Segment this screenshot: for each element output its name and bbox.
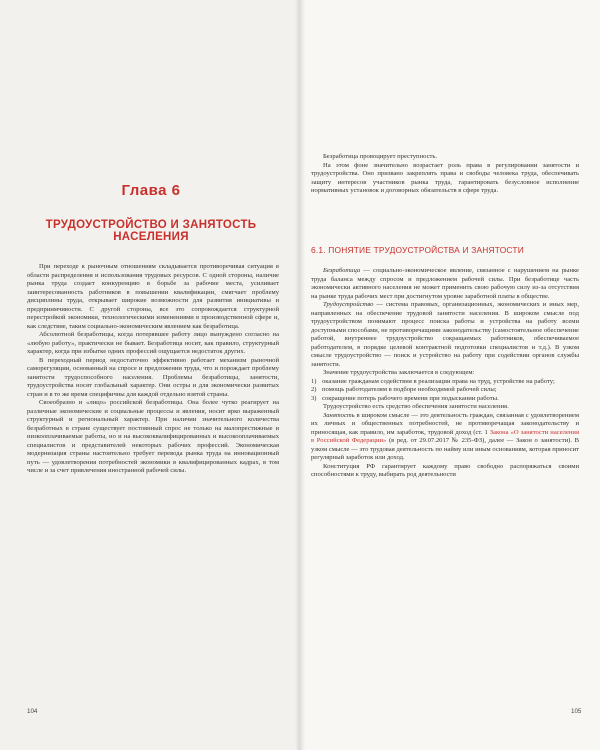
list-intro: Значение трудоустройства заключается в следующем: [323, 369, 475, 376]
chapter-number: Глава 6 [121, 182, 181, 199]
list-item [311, 378, 579, 387]
right-page [300, 0, 600, 750]
paragraph: Трудоустройство есть средство обеспечения занятости населения. [323, 403, 509, 410]
list-text: сокращение потерь рабочего времени при подыскании работы. [322, 394, 499, 402]
term: Безработица [323, 267, 361, 274]
paragraph: Абсолютной безработицы, когда потерявшее работу лицо вынуждено согласно на «любую работу», практически не бывает. Безработица носит, как правило, структурный характер, когда при избытке одних профессий ощущается недостаток других. [27, 331, 279, 355]
list-text: помощь работодателям в подборе необходимой рабочей силы; [322, 386, 497, 393]
paragraph: Конституция РФ гарантирует каждому право свободно распоряжаться своими способностями к труду, выбирать род деятельности [311, 462, 579, 478]
list-item [311, 395, 579, 404]
list-item [311, 386, 579, 395]
paragraph: Своеобразно и «лицо» российской безработицы. Она более чутко реагирует на различные экономические и социальные процессы и явления, носит ярко выраженный структурный и региональный характер. При наличии значительного количества безработных в стране существует постоянный спрос не только на малопрестижные и низкооплачиваемые работы, но и на высококвалифицированных и высокооплачиваемых специалистов и представителей некоторых рабочих профессий. Экономическая модернизация страны настоятельно требует перевода рынка труда на инновационный путь — удовлетворения потребностей экономики в квалифицированных кадрах, в том числе и за счет привлечения иностранной рабочей силы. [27, 399, 279, 474]
paragraph: Безработица провоцирует преступность. [323, 153, 438, 160]
term: Занятость [323, 411, 355, 419]
left-body-text [27, 263, 279, 476]
page-number-left: 104 [27, 708, 38, 715]
law-link[interactable]: Закона «О занятости населения в Российской Федерации» [311, 428, 579, 444]
list-marker: 3) [311, 394, 317, 402]
term: Трудоустройство [323, 301, 374, 308]
list-text: оказание гражданам содействия в реализации права на труд, устройстве на работу; [322, 377, 555, 385]
right-intro-text [311, 153, 579, 196]
chapter-title: ТРУДОУСТРОЙСТВО И ЗАНЯТОСТЬ НАСЕЛЕНИЯ [45, 219, 257, 243]
definition-employment: Занятость в широком смысле — это деятельность граждан, связанная с удовлетворением их личных и общественных потребностей, не противоречащая законодательству и приносящая, как правило, им заработок, трудовой доход (ст. 1 Закона «О занятости населения в Российской Федерации» (в ред. от 29.07.2017 № 235-ФЗ), далее — Закон о занятости). В узком смысле — это трудовая деятельность по найму или иным основаниям, которая приносит регулярный заработок или доход. [311, 411, 580, 461]
right-main-text [311, 267, 579, 480]
section-heading: 6.1. ПОНЯТИЕ ТРУДОУСТРОЙСТВА И ЗАНЯТОСТИ [311, 245, 524, 255]
paragraph: На этом фоне значительно возрастает роль права в регулировании занятости и трудоустройства. Оно призвано закреплять права и свободы человека труда, обеспечивать защиту интересов участников рынка труда, гарантировать безусловное исполнение нормативных установок и договорных обязательств в сфере труда. [311, 161, 579, 194]
definition-unemployment: Безработица — социально-экономическое явление, связанное с нарушением на рынке труда баланса между спросом и предложением рабочей силы. При безработице часть экономически активного населения не может применить свою рабочую силу из-за отсутствия на рынке труда рабочих мест при достигнутом уровне заработной платы в обществе. [311, 267, 579, 300]
definition-employment-placement: Трудоустройство — система правовых, организационных, экономических и иных мер, направленных на обеспечение трудовой занятости населения. В широком смысле под трудоустройством понимают процесс поиска работы и устройства на работу всеми доступными способами, не противоречащими законодательству (самостоятельное обеспечение работой, внутреннее трудоустройство сокращаемых работников, обеспечиваемое работодателем, в порядке целевой контрактной подготовки специалистов и т.д.). В узком смысле трудоустройство — поиск и устройство на работу при содействии органов службы занятости. [311, 301, 579, 368]
page-number-right: 105 [571, 708, 582, 715]
paragraph: При переходе к рыночным отношениям складывается противоречивая ситуация в области распределения и использования трудовых ресурсов. С одной стороны, наличие рынка труда создает конкуренцию в борьбе за рабочие места, усиливает заинтересованность работников в повышении квалификации, смягчает проблему дисциплины труда, открывает широкие возможности для развития инициативы и предприимчивости. С другой стороны, все это сопровождается структурной перестройкой экономики, технологическими изменениями в производственной сфере и, как следствие, таким социально-экономическим явлением как безработица. [27, 263, 279, 330]
list-marker: 2) [311, 386, 317, 393]
list-marker: 1) [311, 377, 317, 385]
book-gutter [295, 0, 305, 750]
paragraph: В переходный период недостаточно эффективно работает механизм рыночной саморегуляции, основанный на спросе и предложении труда, что и порождает проблему занятости трудоспособного населения. Проблемы безработицы, занятости, трудоустройства носят глобальный характер. Они остры и для экономически развитых стран и в то же время специфичны для каждой отдельно взятой страны. [27, 356, 279, 398]
